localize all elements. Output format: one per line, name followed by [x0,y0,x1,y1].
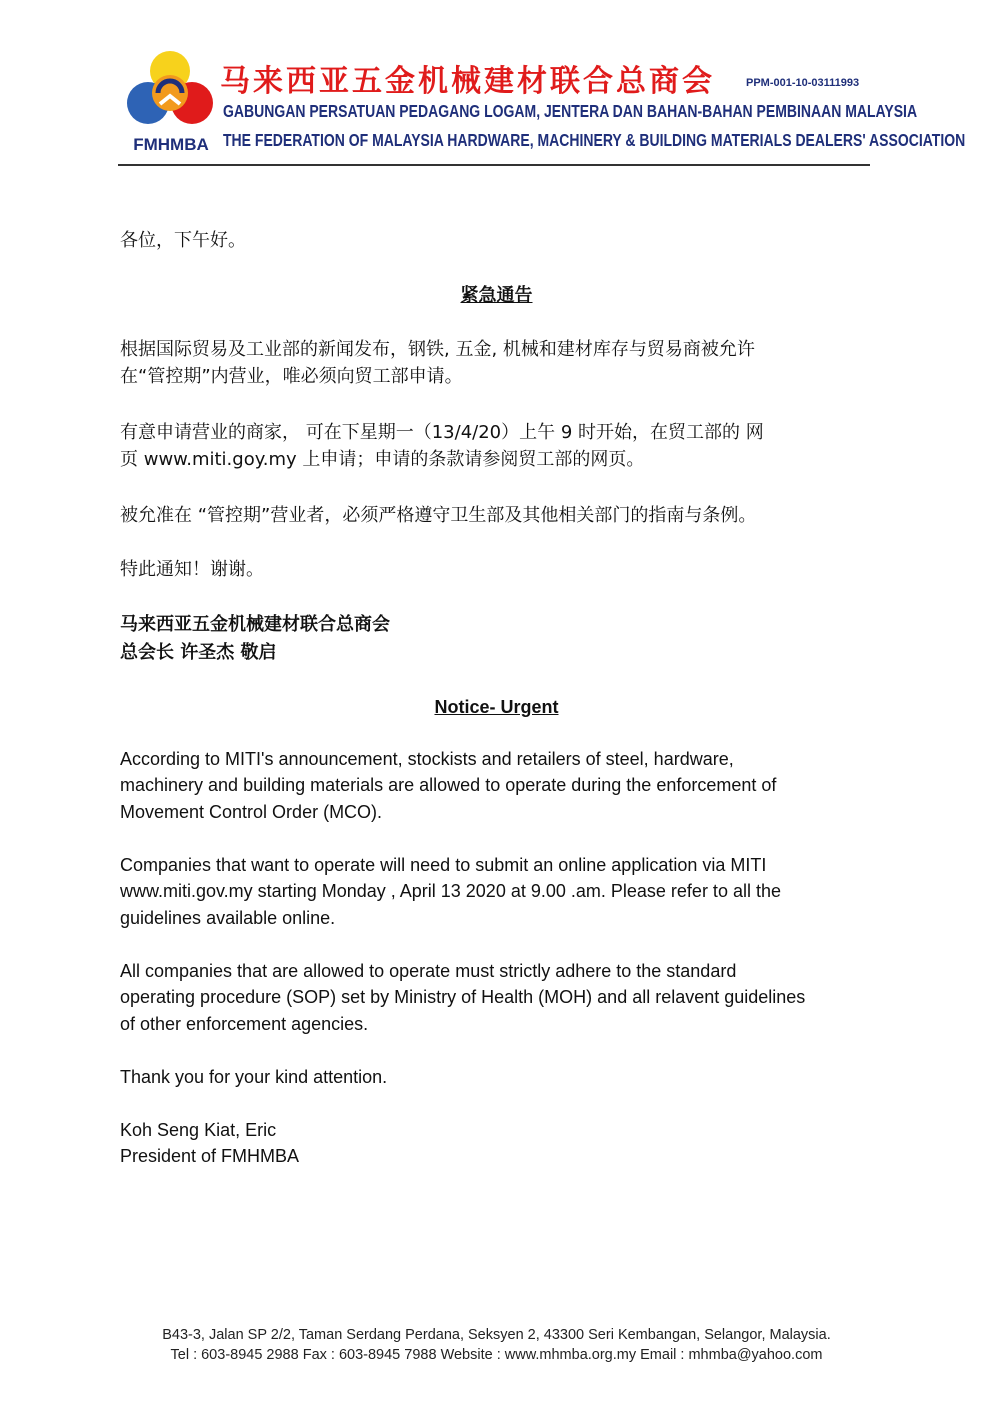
english-signature-title: President of FMHMBA [120,1146,300,1166]
english-thanks: Thank you for your kind attention. [120,1067,388,1087]
chinese-paragraph-1-line-1: 根据国际贸易及工业部的新闻发布，钢铁, 五金, 机械和建材库存与贸易商被允许 [120,339,755,360]
english-paragraph-2-line-2: www.miti.gov.my starting Monday , April 13 2020 at 9.00 .am. Please refer to all the [120,881,781,901]
english-paragraph-3-line-1: All companies that are allowed to operate must strictly adhere to the standard [120,961,737,981]
chinese-paragraph-1-line-2: 在“管控期”内营业，唯必须向贸工部申请。 [120,366,463,387]
english-paragraph-2-line-1: Companies that want to operate will need to submit an online application via MITI [120,855,767,875]
english-paragraph-2-line-3: guidelines available online. [120,908,336,928]
chinese-title: 紧急通告 [460,285,533,306]
chinese-signature-org: 马来西亚五金机械建材联合总商会 [120,614,390,635]
chinese-paragraph-3: 被允准在 “管控期”营业者，必须严格遵守卫生部及其他相关部门的指南与条例。 [120,505,757,526]
chinese-closing: 特此通知！谢谢。 [120,559,264,580]
english-title: Notice- Urgent [434,697,559,717]
org-name-malay: GABUNGAN PERSATUAN PEDAGANG LOGAM, JENTERA DAN BAHAN-BAHAN PEMBINAAN MALAYSIA [223,101,918,121]
footer-address: B43-3, Jalan SP 2/2, Taman Serdang Perdana, Seksyen 2, 43300 Seri Kembangan, Selangor, Malaysia. [162,1327,831,1343]
chinese-paragraph-2-line-2: 页 www.miti.goy.my 上申请；申请的条款请参阅贸工部的网页。 [120,449,645,470]
org-name-english: THE FEDERATION OF MALAYSIA HARDWARE, MACHINERY & BUILDING MATERIALS DEALERS' ASSOCIATION [223,130,966,150]
english-paragraph-3-line-2: operating procedure (SOP) set by Ministry of Health (MOH) and all relavent guidelines [120,987,806,1007]
letterhead [118,40,966,168]
english-paragraph-1-line-3: Movement Control Order (MCO). [120,802,383,822]
english-paragraph-3-line-3: of other enforcement agencies. [120,1014,369,1034]
english-signature-name: Koh Seng Kiat, Eric [120,1120,277,1140]
chinese-paragraph-2-line-1: 有意申请营业的商家， 可在下星期一（13/4/20）上午 9 时开始，在贸工部的 网 [120,422,764,443]
logo-abbreviation: FMHMBA [133,135,209,154]
english-paragraph-1-line-1: According to MITI's announcement, stockists and retailers of steel, hardware, [120,749,734,769]
chinese-greeting: 各位，下午好。 [120,230,246,251]
registration-number: PPM-001-10-03111993 [746,77,860,89]
footer-contacts: Tel : 603-8945 2988 Fax : 603-8945 7988 Website : www.mhmba.org.my Email : mhmba@yahoo.com [170,1347,823,1363]
org-name-chinese: 马来西亚五金机械建材联合总商会 [220,64,715,99]
english-paragraph-1-line-2: machinery and building materials are allowed to operate during the enforcement of [120,775,777,795]
fmhmba-logo-icon [124,46,216,138]
chinese-signature-name: 总会长 许圣杰 敬启 [120,642,277,663]
letterhead-divider [118,164,870,166]
